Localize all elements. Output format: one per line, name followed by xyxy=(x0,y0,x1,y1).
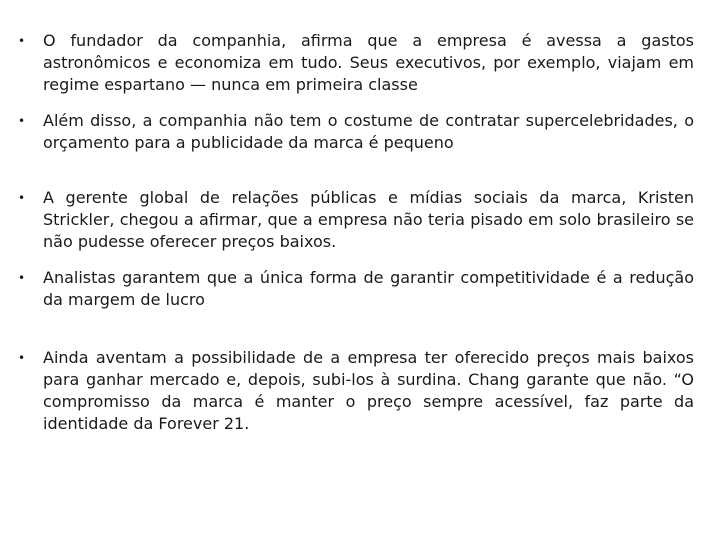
bullet-marker: • xyxy=(18,34,26,48)
bullet-text: Analistas garantem que a única forma de garantir competitividade é a redução da margem de lucro xyxy=(43,268,694,309)
bullet-item-founder-frugality xyxy=(18,30,694,96)
bullet-text: Ainda aventam a possibilidade de a empresa ter oferecido preços mais baixos para ganhar mercado e, depois, subi-los à surdina. Chang garante que não. “O compromisso da marca é manter o preço sempre acessível, faz parte da identidade da Forever 21. xyxy=(43,348,694,433)
bullet-item-pricing-strategy xyxy=(18,347,694,435)
bullet-marker: • xyxy=(18,191,26,205)
bullet-marker: • xyxy=(18,271,26,285)
bullet-text: Além disso, a companhia não tem o costume de contratar supercelebridades, o orçamento para a publicidade da marca é pequeno xyxy=(43,111,694,152)
bullet-marker: • xyxy=(18,114,26,128)
bullet-text: O fundador da companhia, afirma que a empresa é avessa a gastos astronômicos e economiza em tudo. Seus executivos, por exemplo, viajam em regime espartano — nunca em primeira classe xyxy=(43,31,694,94)
bullet-item-no-celebrities xyxy=(18,110,694,154)
bullet-text: A gerente global de relações públicas e mídias sociais da marca, Kristen Strickler, chegou a afirmar, que a empresa não teria pisado em solo brasileiro se não pudesse oferecer preços baixos. xyxy=(43,188,694,251)
bullet-item-pr-manager-quote xyxy=(18,187,694,253)
bullet-list xyxy=(18,30,694,435)
bullet-marker: • xyxy=(18,351,26,365)
bullet-item-analysts-margin xyxy=(18,267,694,311)
